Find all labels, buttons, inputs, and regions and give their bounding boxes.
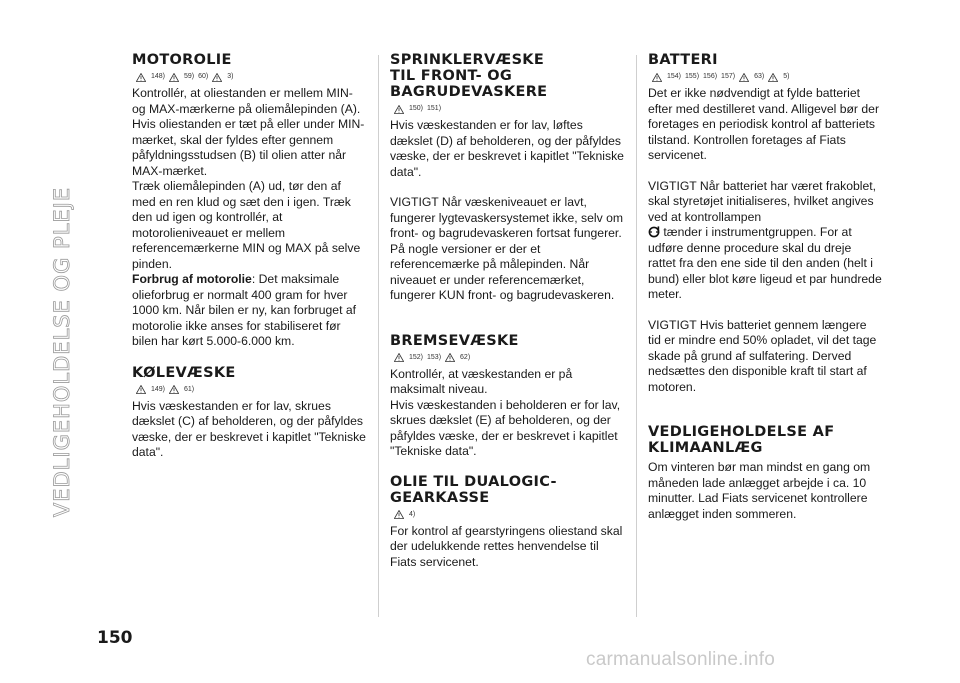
reference[interactable]: 150) bbox=[409, 105, 424, 112]
reference[interactable]: 156) bbox=[703, 73, 718, 80]
paragraph-text: VIGTIGT Når batteriet har været frakoblet, skal styretøjet initialiseres, hvilket angives ved at kontrollampen bbox=[648, 178, 877, 224]
reference-list bbox=[394, 100, 624, 118]
column-1 bbox=[132, 52, 366, 461]
paragraph-text: tænder i instrumentgruppen. For at udføre denne procedure skal du dreje rattet fra den ene side til den anden (helt i bund) eller blot køre ligeud et par hundrede meter. bbox=[648, 225, 882, 301]
paragraph bbox=[648, 179, 882, 303]
paragraph: Hvis væskestanden er for lav, skrues dækslet (C) af beholderen, og der påfyldes væske, der er beskrevet i kapitlet "Tekniske data". bbox=[132, 398, 366, 459]
paragraph: For kontrol af gearstyringens oliestand skal der udelukkende rettes henvendelse til Fiats servicenet. bbox=[390, 523, 623, 569]
heading-bremsevaeske: BREMSEVÆSKE bbox=[390, 332, 519, 349]
reference[interactable]: 153) bbox=[427, 353, 442, 361]
paragraph: Om vinteren bør man mindst en gang om måneden lade anlægget arbejde i ca. 10 minutter. Lad Fiats servicenet kontrollere anlægget inden sommeren. bbox=[648, 460, 871, 521]
heading-kolevaeske: KØLEVÆSKE bbox=[132, 364, 236, 381]
heading-line: KLIMAANLÆG bbox=[648, 440, 763, 456]
heading-line: VEDLIGEHOLDELSE AF bbox=[648, 424, 835, 440]
reference[interactable]: 59) bbox=[184, 73, 195, 80]
paragraph: VIGTIGT Når væskeniveauet er lavt, fungerer lygtevaskersystemet ikke, selv om front- og bagrudevaskeren fortsat fungerer. På nogle versioner er der et referencemærke på målepinden. Når niveauet er under referencemærket, fungerer KUN front- og bagrudevaskeren. bbox=[390, 195, 624, 302]
reference[interactable]: 151) bbox=[427, 105, 442, 112]
warning-triangle-icon bbox=[169, 385, 179, 394]
column-divider bbox=[378, 55, 379, 617]
watermark: carmanualsonline.info bbox=[586, 649, 776, 670]
heading-line: GEARKASSE bbox=[390, 489, 490, 506]
reference[interactable]: 4) bbox=[409, 510, 416, 518]
heading-dualogic bbox=[390, 474, 624, 506]
column-3 bbox=[648, 52, 882, 522]
reference[interactable]: 60) bbox=[198, 73, 209, 80]
warning-triangle-icon bbox=[136, 73, 146, 82]
paragraph: Kontrollér, at væskestanden er på maksimalt niveau. bbox=[390, 366, 573, 396]
warning-triangle-icon bbox=[768, 73, 778, 82]
reference[interactable]: 154) bbox=[667, 73, 682, 80]
reference[interactable]: 157) bbox=[721, 73, 736, 80]
paragraph: Træk oliemålepinden (A) ud, tør den af med en ren klud og sæt den i igen. Træk den ud igen og kontrollér, at motorolieniveauet er mellem referencemærkerne MIN og MAX på selve pinden. bbox=[132, 179, 361, 271]
warning-triangle-icon bbox=[169, 73, 179, 82]
reference-list bbox=[652, 68, 882, 86]
warning-triangle-icon bbox=[445, 353, 455, 362]
heading-line: BAGRUDEVASKERE bbox=[390, 84, 548, 100]
bold-term: Forbrug af motorolie bbox=[132, 272, 252, 286]
heading-klimaanlaeg bbox=[648, 424, 882, 456]
warning-triangle-icon bbox=[394, 105, 404, 114]
paragraph-text: : Det maksimale olieforbrug er normalt 400 gram for hver 1000 km. Når bilen er ny, kan forbruget af motorolie ikke anses for stabiliseret før bilen har kørt 5.000-6.000 km. bbox=[132, 272, 357, 348]
steering-warning-lamp-icon bbox=[648, 226, 660, 238]
reference-list bbox=[394, 506, 624, 524]
reference-list bbox=[136, 68, 366, 86]
reference[interactable]: 149) bbox=[151, 385, 166, 393]
paragraph: Kontrollér, at oliestanden er mellem MIN- og MAX-mærkerne på oliemålepinden (A). Hvis oliestanden er tæt på eller under MIN-mærket, skal der fyldes efter gennem påfyldningsstudsen (B) til olien atter når MAX-mærket. bbox=[132, 86, 365, 178]
side-section-title: VEDLIGEHOLDELSE OG PLEJE bbox=[50, 186, 74, 518]
heading-sprinklervaeske bbox=[390, 52, 624, 100]
warning-triangle-icon bbox=[394, 510, 404, 519]
column-divider bbox=[636, 55, 637, 617]
heading-line: TIL FRONT- OG bbox=[390, 68, 513, 84]
warning-triangle-icon bbox=[212, 73, 222, 82]
warning-triangle-icon bbox=[136, 385, 146, 394]
warning-triangle-icon bbox=[394, 353, 404, 362]
paragraph: Hvis væskestanden i beholderen er for lav, skrues dækslet (E) af beholderen, og der påfyldes væske, der er beskrevet i kapitlet "Tekniske data". bbox=[390, 397, 621, 458]
column-2 bbox=[390, 52, 624, 570]
paragraph: VIGTIGT Hvis batteriet gennem længere tid er mindre end 50% opladet, vil det tage skade på grund af sulfatering. Derved nedsættes den disponible kraft til start af motoren. bbox=[648, 317, 877, 394]
heading-batteri: BATTERI bbox=[648, 52, 718, 68]
warning-triangle-icon bbox=[739, 73, 749, 82]
heading-line: SPRINKLERVÆSKE bbox=[390, 52, 545, 68]
heading-motorolie: MOTOROLIE bbox=[132, 52, 232, 68]
page-number: 150 bbox=[97, 628, 133, 648]
paragraph bbox=[132, 272, 366, 350]
reference[interactable]: 155) bbox=[685, 73, 700, 80]
paragraph: Hvis væskestanden er for lav, løftes dækslet (D) af beholderen, og der påfyldes væske, der er beskrevet i kapitlet "Tekniske data". bbox=[390, 118, 624, 179]
paragraph: Det er ikke nødvendigt at fylde batteriet efter med destilleret vand. Alligevel bør der foretages en periodisk kontrol af batteriets tilstand. Kontrollen foretages af Fiats servicenet. bbox=[648, 86, 879, 162]
reference[interactable]: 152) bbox=[409, 353, 424, 361]
reference[interactable]: 62) bbox=[460, 353, 471, 361]
reference[interactable]: 3) bbox=[227, 73, 234, 80]
warning-triangle-icon bbox=[652, 73, 662, 82]
reference[interactable]: 63) bbox=[754, 73, 765, 80]
reference-list bbox=[136, 381, 366, 399]
reference-list bbox=[394, 349, 624, 367]
reference[interactable]: 148) bbox=[151, 73, 166, 80]
reference[interactable]: 5) bbox=[783, 73, 790, 80]
heading-line: OLIE TIL DUALOGIC- bbox=[390, 473, 557, 490]
reference[interactable]: 61) bbox=[184, 385, 195, 393]
